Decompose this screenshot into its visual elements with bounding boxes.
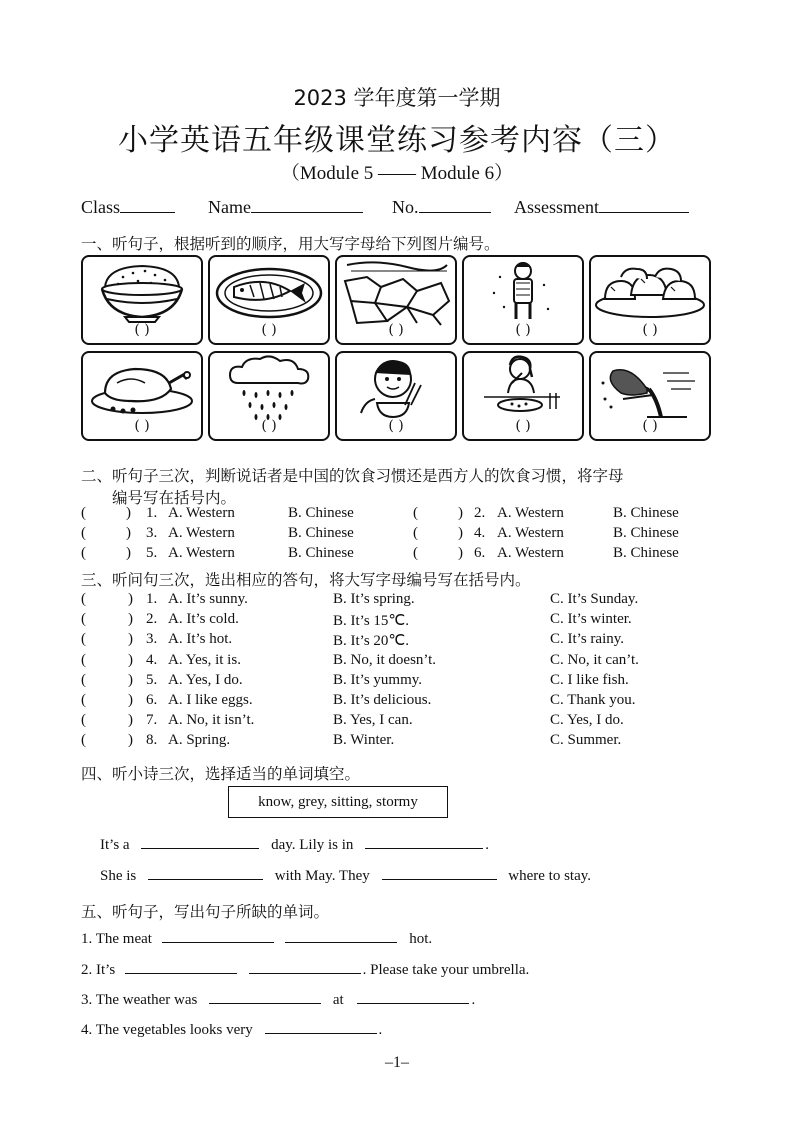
answer-paren-close: ) (126, 505, 131, 521)
option-a: A. Yes, it is. (168, 651, 241, 668)
section2-heading-cont: 编号写在括号内。 (112, 489, 237, 507)
page-subtitle: （Module 5 —— Module 6） (280, 163, 514, 184)
question-number: 2. (474, 505, 486, 521)
sentence-4 (81, 1021, 382, 1039)
question-number: 8. (146, 732, 158, 749)
name-label: Name (208, 197, 251, 217)
fill-blank[interactable] (382, 867, 497, 880)
answer-paren-close: ) (126, 525, 131, 541)
option-a: A. Western (168, 545, 235, 561)
fill-blank[interactable] (265, 1021, 377, 1034)
answer-paren[interactable]: ( (413, 505, 418, 521)
section1-heading: 一、听句子，根据听到的顺序，用大写字母给下列图片编号。 (81, 235, 500, 253)
sentence-2 (81, 961, 529, 979)
option-b: B. Chinese (613, 525, 679, 541)
answer-paren-close: ) (128, 591, 133, 607)
picture-cell-boy-eating (335, 351, 457, 441)
sentence-3 (81, 991, 475, 1009)
woman-eating-icon (464, 353, 582, 423)
sentence-text: . (378, 1022, 383, 1038)
option-a: A. Western (168, 505, 235, 521)
question-number: 5. (146, 545, 158, 561)
option-b: B. Chinese (288, 545, 354, 561)
option-b: B. It’s yummy. (333, 671, 423, 688)
question-number: 4. (474, 525, 486, 541)
option-b: B. Chinese (288, 525, 354, 541)
option-c: C. It’s Sunday. (550, 591, 639, 607)
option-c: C. I like fish. (550, 671, 629, 688)
option-a: A. Western (168, 525, 235, 541)
picture-cell-cold-person (462, 255, 584, 345)
option-b: B. Yes, I can. (333, 712, 413, 729)
option-a: A. Yes, I do. (168, 671, 243, 688)
picture-cell-roast-chicken (81, 351, 203, 441)
answer-paren[interactable]: ( (413, 525, 418, 541)
poem-text: with May. They (274, 868, 370, 884)
option-a: A. Western (497, 545, 564, 561)
sentence-text: 1. The meat (81, 931, 152, 947)
poem-text: She is (100, 868, 137, 884)
section2-heading: 二、听句子三次，判断说话者是中国的饮食习惯还是西方人的饮食习惯，将字母 (81, 467, 624, 485)
question-number: 7. (146, 712, 158, 729)
assessment-label: Assessment (514, 197, 599, 217)
option-a: A. It’s cold. (168, 611, 239, 628)
option-b: B. Chinese (613, 545, 679, 561)
answer-paren[interactable]: ( ) (388, 418, 404, 434)
poem-text: It’s a (100, 837, 130, 853)
sentence-text: 3. The weather was (81, 992, 198, 1008)
answer-paren[interactable]: ( ) (388, 322, 404, 338)
year-line: 2023 学年度第一学期 (293, 86, 501, 110)
answer-paren[interactable]: ( ) (515, 418, 531, 434)
poem-line-2 (100, 867, 591, 885)
question-number: 2. (146, 611, 158, 628)
answer-paren[interactable]: ( ) (642, 322, 658, 338)
question-number: 3. (146, 525, 158, 541)
sentence-text: 4. The vegetables looks very (81, 1022, 253, 1038)
option-c: C. Yes, I do. (550, 712, 624, 729)
picture-cell-windy (589, 351, 711, 441)
question-number: 6. (474, 545, 486, 561)
fill-blank[interactable] (148, 867, 263, 880)
picture-cell-rice (81, 255, 203, 345)
answer-paren-close: ) (128, 611, 133, 628)
picture-cell-woman-eating (462, 351, 584, 441)
answer-paren[interactable]: ( (81, 712, 86, 729)
question-number: 1. (146, 591, 158, 607)
option-b: B. Chinese (288, 505, 354, 521)
page-title: 小学英语五年级课堂练习参考内容（三） (118, 123, 676, 158)
number-field[interactable] (392, 196, 491, 218)
option-c: C. Thank you. (550, 692, 636, 708)
windy-tree-icon (591, 353, 709, 423)
fill-blank[interactable] (141, 836, 259, 849)
answer-paren[interactable]: ( (81, 545, 86, 561)
question-number: 6. (146, 692, 158, 708)
answer-paren[interactable]: ( ) (261, 322, 277, 338)
answer-paren[interactable]: ( ) (134, 418, 150, 434)
sentence-text: hot. (409, 931, 433, 947)
option-c: C. It’s rainy. (550, 631, 625, 648)
answer-paren-close: ) (458, 505, 463, 521)
assessment-field[interactable] (514, 196, 689, 218)
option-a: A. Western (497, 525, 564, 541)
answer-paren[interactable]: ( (81, 591, 86, 607)
answer-paren-close: ) (128, 692, 133, 708)
roast-chicken-icon (83, 353, 201, 423)
fill-blank[interactable] (209, 991, 321, 1004)
question-number: 1. (146, 505, 158, 521)
picture-grid (81, 255, 711, 447)
option-a: A. Western (497, 505, 564, 521)
section3-heading: 三、听问句三次，选出相应的答句，将大写字母编号写在括号内。 (81, 571, 531, 589)
option-c: C. Summer. (550, 732, 622, 749)
answer-paren-close: ) (126, 545, 131, 561)
question-number: 4. (146, 651, 158, 668)
picture-cell-dumplings (589, 255, 711, 345)
answer-paren[interactable]: ( (81, 692, 86, 708)
dumplings-icon (591, 257, 709, 327)
answer-paren-close: ) (128, 631, 133, 648)
fill-blank[interactable] (357, 991, 469, 1004)
answer-paren[interactable]: ( ) (261, 418, 277, 434)
answer-paren[interactable]: ( (413, 545, 418, 561)
class-label: Class (81, 197, 121, 217)
answer-paren[interactable]: ( (81, 651, 86, 668)
poem-text: . (485, 837, 489, 853)
fill-blank[interactable] (249, 961, 361, 974)
answer-paren[interactable]: ( ) (134, 322, 150, 338)
option-b: B. No, it doesn’t. (333, 651, 437, 668)
answer-paren[interactable]: ( (81, 631, 86, 648)
section5-heading: 五、听句子，写出句子所缺的单词。 (81, 903, 330, 921)
section4-heading: 四、听小诗三次，选择适当的单词填空。 (81, 765, 361, 783)
rice-bowl-icon (83, 257, 201, 327)
sentence-text: . (471, 992, 476, 1008)
sentence-text: . Please take your umbrella. (362, 962, 530, 978)
fill-blank[interactable] (162, 930, 274, 943)
word-bank-box: know, grey, sitting, stormy (228, 786, 448, 818)
answer-paren[interactable]: ( (81, 525, 86, 541)
answer-paren[interactable]: ( ) (515, 322, 531, 338)
number-label: No. (392, 197, 419, 217)
poem-text: day. Lily is in (271, 837, 354, 853)
rain-cloud-icon (210, 353, 328, 423)
fill-blank[interactable] (125, 961, 237, 974)
dry-cracked-ground-icon (337, 257, 455, 327)
answer-paren-close: ) (458, 525, 463, 541)
answer-paren[interactable]: ( ) (642, 418, 658, 434)
option-a: A. It’s sunny. (168, 591, 248, 607)
answer-paren-close: ) (128, 651, 133, 668)
answer-paren-close: ) (128, 671, 133, 688)
option-a: A. No, it isn’t. (168, 712, 255, 729)
option-a: A. I like eggs. (168, 692, 253, 708)
boy-eating-noodles-icon (337, 353, 455, 423)
page-number: –1– (385, 1054, 409, 1071)
name-field[interactable] (208, 196, 363, 218)
sentence-1 (81, 930, 432, 948)
cold-person-icon (464, 257, 582, 327)
answer-paren-close: ) (128, 732, 133, 749)
sentence-text: at (332, 992, 344, 1008)
option-b: B. It’s spring. (333, 591, 415, 607)
poem-line-1 (100, 836, 489, 854)
answer-paren[interactable]: ( (81, 611, 86, 628)
option-b: B. It’s 15℃. (333, 613, 410, 630)
sentence-text: 2. It’s (81, 962, 116, 978)
answer-paren-close: ) (458, 545, 463, 561)
option-c: C. It’s winter. (550, 611, 632, 628)
poem-text: where to stay. (508, 868, 592, 884)
option-b: B. It’s 20℃. (333, 633, 410, 650)
question-number: 3. (146, 631, 158, 648)
answer-paren-close: ) (128, 712, 133, 729)
fill-blank[interactable] (365, 836, 483, 849)
fish-plate-icon (210, 257, 328, 327)
answer-paren[interactable]: ( (81, 671, 86, 688)
option-c: C. No, it can’t. (550, 651, 639, 668)
option-b: B. Chinese (613, 505, 679, 521)
picture-cell-fish (208, 255, 330, 345)
picture-cell-rain (208, 351, 330, 441)
class-field[interactable] (81, 196, 175, 218)
option-a: A. Spring. (168, 732, 231, 749)
fill-blank[interactable] (285, 930, 397, 943)
answer-paren[interactable]: ( (81, 732, 86, 749)
option-b: B. It’s delicious. (333, 692, 432, 708)
picture-cell-dry-ground (335, 255, 457, 345)
option-b: B. Winter. (333, 732, 395, 749)
answer-paren[interactable]: ( (81, 505, 86, 521)
question-number: 5. (146, 671, 158, 688)
option-a: A. It’s hot. (168, 631, 233, 648)
